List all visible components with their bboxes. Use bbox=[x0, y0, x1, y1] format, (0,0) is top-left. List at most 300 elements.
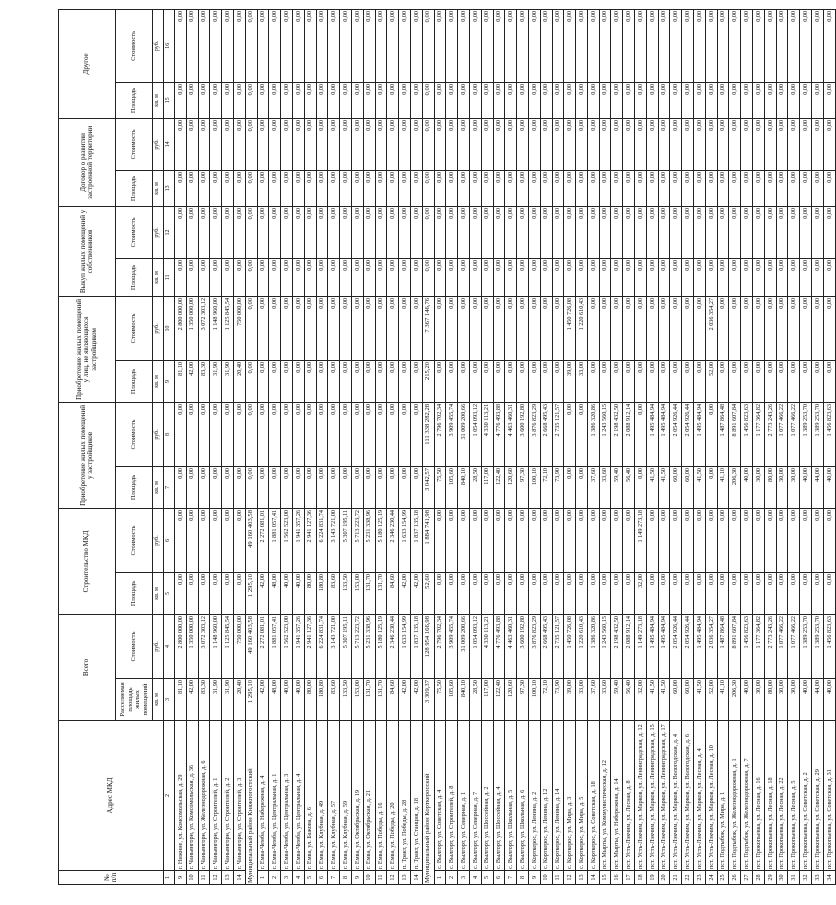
row-value: 0,00 bbox=[222, 572, 234, 614]
row-number: 34 bbox=[823, 871, 835, 885]
row-value: 0,00 bbox=[623, 9, 635, 82]
row-number: 7 bbox=[328, 871, 340, 885]
row-value: 0,00 bbox=[764, 296, 776, 360]
row-value: 0,00 bbox=[481, 508, 493, 572]
section-total-cell: 1 884 741,98 bbox=[422, 508, 434, 572]
subheader-cost: Стоимость bbox=[116, 402, 153, 466]
section-total-cell: 0,00 bbox=[245, 9, 257, 82]
table-row bbox=[694, 9, 706, 884]
row-value: 0,00 bbox=[823, 360, 835, 402]
row-value: 0,00 bbox=[269, 9, 281, 82]
row-value: 42,00 bbox=[186, 360, 198, 402]
row-value: 0,00 bbox=[233, 9, 245, 82]
row-value: 0,00 bbox=[682, 572, 694, 614]
unit-rub: руб. bbox=[153, 206, 164, 258]
row-value: 1 941 357,26 bbox=[292, 614, 304, 678]
subheader-cost: Стоимость bbox=[116, 118, 153, 170]
row-value: 0,00 bbox=[540, 118, 552, 170]
row-value: 0,00 bbox=[186, 572, 198, 614]
row-value: 0,00 bbox=[257, 170, 269, 206]
row-value: 0,00 bbox=[658, 82, 670, 118]
section-total-cell: 0,00 bbox=[422, 9, 434, 82]
row-address: пст. Прокопьевка, ул. Советская, д. 31 bbox=[823, 721, 835, 871]
row-value: 97,30 bbox=[517, 679, 529, 721]
row-value: 40,00 bbox=[741, 466, 753, 508]
row-value: 0,00 bbox=[292, 402, 304, 466]
row-value: 52,00 bbox=[705, 679, 717, 721]
header-construction: Строительство МКД bbox=[59, 508, 116, 614]
row-value: 0,00 bbox=[753, 82, 765, 118]
row-value: 0,00 bbox=[175, 170, 187, 206]
row-value: 0,00 bbox=[281, 402, 293, 466]
row-number: 1 bbox=[434, 871, 446, 885]
table-row bbox=[269, 9, 281, 884]
row-value: 0,00 bbox=[446, 82, 458, 118]
row-value: 0,00 bbox=[281, 82, 293, 118]
row-value: 180,80 bbox=[316, 572, 328, 614]
column-number: 3 bbox=[164, 679, 175, 721]
row-value: 0,00 bbox=[210, 508, 222, 572]
row-value: 1 837 135,18 bbox=[410, 508, 422, 572]
row-value: 41,10 bbox=[717, 466, 729, 508]
row-value: 0,00 bbox=[481, 296, 493, 360]
row-value: 97,30 bbox=[517, 466, 529, 508]
row-value: 42,00 bbox=[257, 572, 269, 614]
row-value: 0,00 bbox=[186, 508, 198, 572]
table-row bbox=[812, 9, 824, 884]
row-value: 59,40 bbox=[611, 466, 623, 508]
row-value: 0,00 bbox=[210, 466, 222, 508]
row-value: 2 346 230,44 bbox=[387, 614, 399, 678]
row-value: 0,00 bbox=[729, 82, 741, 118]
row-value: 0,00 bbox=[587, 9, 599, 82]
row-value: 0,00 bbox=[717, 258, 729, 296]
row-value: 0,00 bbox=[304, 258, 316, 296]
unit-m2: кв. м bbox=[153, 170, 164, 206]
row-value: 0,00 bbox=[351, 258, 363, 296]
row-value: 0,00 bbox=[658, 206, 670, 258]
table-row bbox=[469, 9, 481, 884]
row-value: 0,00 bbox=[481, 258, 493, 296]
table-row bbox=[658, 9, 670, 884]
row-value: 0,00 bbox=[481, 9, 493, 82]
row-value: 1 054 093,12 bbox=[469, 614, 481, 678]
row-value: 31,90 bbox=[222, 679, 234, 721]
subheader-area: Площадь bbox=[116, 258, 153, 296]
row-value: 1 837 135,18 bbox=[410, 614, 422, 678]
row-value: 131,70 bbox=[363, 572, 375, 614]
row-number: 7 bbox=[505, 871, 517, 885]
table-row bbox=[705, 9, 717, 884]
row-value: 0,00 bbox=[623, 508, 635, 572]
row-value: 0,00 bbox=[729, 508, 741, 572]
row-value: 5 307 195,11 bbox=[340, 614, 352, 678]
row-value: 1 125 845,54 bbox=[222, 296, 234, 360]
row-number: 8 bbox=[517, 871, 529, 885]
row-value: 0,00 bbox=[363, 170, 375, 206]
row-address: г. Емва, ул. Клубная, д. 49 bbox=[316, 721, 328, 871]
row-value: 1 495 484,94 bbox=[694, 402, 706, 466]
row-value: 0,00 bbox=[788, 170, 800, 206]
row-value: 4 463 460,31 bbox=[505, 614, 517, 678]
row-value: 0,00 bbox=[623, 258, 635, 296]
table-row bbox=[493, 9, 505, 884]
row-value: 0,00 bbox=[257, 360, 269, 402]
row-address: г. Чаньянгорн, ул. Комсомольская, д. 36 bbox=[186, 721, 198, 871]
row-value: 0,00 bbox=[741, 360, 753, 402]
row-value: 0,00 bbox=[611, 170, 623, 206]
row-value: 83,30 bbox=[198, 360, 210, 402]
header-development-contract: Договор о развитии застроенной территории bbox=[59, 118, 116, 206]
row-value: 0,00 bbox=[292, 466, 304, 508]
table-row bbox=[599, 9, 611, 884]
row-value: 1 149 273,18 bbox=[635, 614, 647, 678]
row-value: 0,00 bbox=[363, 9, 375, 82]
row-value: 0,00 bbox=[505, 508, 517, 572]
row-value: 0,00 bbox=[210, 402, 222, 466]
row-value: 0,00 bbox=[528, 9, 540, 82]
row-value: 0,00 bbox=[304, 170, 316, 206]
row-value: 0,00 bbox=[269, 118, 281, 170]
row-value: 131,70 bbox=[375, 679, 387, 721]
row-value: 0,00 bbox=[717, 170, 729, 206]
row-value: 0,00 bbox=[694, 9, 706, 82]
row-address: г. Емва, ул. Клубная, д. 59 bbox=[340, 721, 352, 871]
row-value: 0,00 bbox=[717, 572, 729, 614]
row-value: 0,00 bbox=[399, 9, 411, 82]
row-value: 1 456 823,63 bbox=[741, 614, 753, 678]
row-value: 0,00 bbox=[493, 170, 505, 206]
row-value: 0,00 bbox=[281, 118, 293, 170]
row-value: 41,50 bbox=[658, 679, 670, 721]
row-value: 131,70 bbox=[375, 572, 387, 614]
row-value: 0,00 bbox=[304, 466, 316, 508]
table-row bbox=[375, 9, 387, 884]
row-value: 0,00 bbox=[281, 206, 293, 258]
row-value: 0,00 bbox=[222, 82, 234, 118]
table-row bbox=[800, 9, 812, 884]
row-value: 0,00 bbox=[587, 296, 599, 360]
row-value: 0,00 bbox=[812, 572, 824, 614]
row-value: 0,00 bbox=[210, 206, 222, 258]
row-value: 0,00 bbox=[812, 118, 824, 170]
section-total-cell: 0,00 bbox=[245, 402, 257, 466]
row-value: 73,90 bbox=[552, 466, 564, 508]
row-value: 0,00 bbox=[800, 206, 812, 258]
section-total-cell: 111 338 282,28 bbox=[422, 402, 434, 466]
row-value: 0,00 bbox=[517, 170, 529, 206]
row-value: 0,00 bbox=[528, 206, 540, 258]
column-number: 8 bbox=[164, 402, 175, 466]
row-value: 0,00 bbox=[446, 258, 458, 296]
row-value: 133,50 bbox=[340, 679, 352, 721]
table-row bbox=[576, 9, 588, 884]
row-value: 0,00 bbox=[292, 118, 304, 170]
row-address: г. Емва-Чемба, ул. Набережная, д. 4 bbox=[257, 721, 269, 871]
row-value: 0,00 bbox=[186, 118, 198, 170]
row-value: 0,00 bbox=[741, 82, 753, 118]
table-row bbox=[328, 9, 340, 884]
row-value: 0,00 bbox=[646, 258, 658, 296]
table-row bbox=[682, 9, 694, 884]
row-value: 0,00 bbox=[528, 508, 540, 572]
unit-m2: кв. м bbox=[153, 466, 164, 508]
row-value: 0,00 bbox=[576, 206, 588, 258]
table-row bbox=[434, 9, 446, 884]
row-value: 0,00 bbox=[175, 402, 187, 466]
row-value: 30,00 bbox=[753, 466, 765, 508]
row-value: 40,00 bbox=[823, 466, 835, 508]
row-value: 0,00 bbox=[316, 360, 328, 402]
row-number: 30 bbox=[776, 871, 788, 885]
row-value: 0,00 bbox=[210, 82, 222, 118]
row-value: 0,00 bbox=[375, 206, 387, 258]
unit-rub: руб. bbox=[153, 9, 164, 82]
row-value: 0,00 bbox=[705, 402, 717, 466]
row-value: 0,00 bbox=[316, 402, 328, 466]
row-value: 180,80 bbox=[316, 679, 328, 721]
row-value: 0,00 bbox=[741, 118, 753, 170]
row-value: 44,00 bbox=[812, 466, 824, 508]
table-row bbox=[175, 9, 187, 884]
row-address: п. Тракт, ул. Станция, д. 18 bbox=[410, 721, 422, 871]
row-value: 1 077 466,22 bbox=[788, 402, 800, 466]
table-row bbox=[587, 9, 599, 884]
section-total-cell: 3 309,37 bbox=[422, 679, 434, 721]
row-value: 0,00 bbox=[776, 508, 788, 572]
row-value: 0,00 bbox=[658, 360, 670, 402]
row-value: 0,00 bbox=[635, 118, 647, 170]
row-value: 0,00 bbox=[410, 402, 422, 466]
row-value: 2 036 354,27 bbox=[705, 614, 717, 678]
row-value: 0,00 bbox=[304, 82, 316, 118]
row-value: 0,00 bbox=[576, 258, 588, 296]
row-value: 0,00 bbox=[776, 258, 788, 296]
table-row bbox=[764, 9, 776, 884]
row-value: 2 800 000,00 bbox=[175, 296, 187, 360]
row-number: 12 bbox=[387, 871, 399, 885]
row-value: 0,00 bbox=[328, 206, 340, 258]
row-value: 0,00 bbox=[576, 9, 588, 82]
row-value: 0,00 bbox=[646, 9, 658, 82]
row-value: 1 633 154,99 bbox=[399, 508, 411, 572]
row-value: 840,10 bbox=[458, 679, 470, 721]
row-value: 0,00 bbox=[552, 118, 564, 170]
row-value: 0,00 bbox=[517, 572, 529, 614]
row-address: г. Емва, ул. Бажова, д. 6 bbox=[304, 721, 316, 871]
row-value: 0,00 bbox=[198, 466, 210, 508]
row-number: 4 bbox=[469, 871, 481, 885]
table-row bbox=[446, 9, 458, 884]
row-value: 5 713 223,72 bbox=[351, 508, 363, 572]
row-value: 0,00 bbox=[540, 206, 552, 258]
row-address: г. Емва, ул. Победы, д. 16 bbox=[375, 721, 387, 871]
section-total-cell: 0,00 bbox=[245, 258, 257, 296]
row-value: 0,00 bbox=[623, 118, 635, 170]
column-number: 15 bbox=[164, 82, 175, 118]
row-value: 0,00 bbox=[375, 118, 387, 170]
row-value: 0,00 bbox=[705, 466, 717, 508]
row-value: 0,00 bbox=[481, 206, 493, 258]
row-value: 0,00 bbox=[351, 118, 363, 170]
unit-rub: руб. bbox=[153, 508, 164, 572]
row-value: 0,00 bbox=[469, 258, 481, 296]
row-number: 23 bbox=[694, 871, 706, 885]
row-value: 0,00 bbox=[281, 258, 293, 296]
row-value: 0,00 bbox=[469, 9, 481, 82]
row-value: 0,00 bbox=[540, 9, 552, 82]
row-value: 5 231 338,96 bbox=[363, 508, 375, 572]
row-number: 14 bbox=[587, 871, 599, 885]
row-value: 0,00 bbox=[741, 572, 753, 614]
row-value: 0,00 bbox=[788, 296, 800, 360]
row-value: 0,00 bbox=[812, 258, 824, 296]
row-value: 0,00 bbox=[505, 170, 517, 206]
row-value: 1 389 253,70 bbox=[812, 614, 824, 678]
row-address: пст. Усть-Лэкчим, ул. Марков, ул. Лесная, д. 4 bbox=[694, 721, 706, 871]
row-value: 2 773 243,26 bbox=[764, 402, 776, 466]
table-row bbox=[646, 9, 658, 884]
column-number: 4 bbox=[164, 614, 175, 678]
row-value: 0,00 bbox=[375, 170, 387, 206]
unit-rub: руб. bbox=[153, 402, 164, 466]
row-value: 3 600 192,80 bbox=[517, 402, 529, 466]
row-value: 0,00 bbox=[446, 118, 458, 170]
row-value: 0,00 bbox=[316, 9, 328, 82]
row-value: 0,00 bbox=[222, 9, 234, 82]
row-address: г. Емва, ул. Клубная, д. 57 bbox=[328, 721, 340, 871]
row-value: 0,00 bbox=[764, 572, 776, 614]
row-value: 0,00 bbox=[340, 170, 352, 206]
row-address: г. Чаньянгорн, ул. Железнодорожная, д. 6 bbox=[198, 721, 210, 871]
row-value: 1 243 560,15 bbox=[599, 402, 611, 466]
row-value: 0,00 bbox=[186, 206, 198, 258]
row-number: 9 bbox=[351, 871, 363, 885]
row-value: 42,00 bbox=[186, 679, 198, 721]
row-value: 0,00 bbox=[493, 258, 505, 296]
column-number: 9 bbox=[164, 360, 175, 402]
column-number: 10 bbox=[164, 296, 175, 360]
row-address: г. Емва-Чемба, ул. Центральная, д. 3 bbox=[281, 721, 293, 871]
row-value: 80,00 bbox=[764, 679, 776, 721]
row-value: 2 088 912,14 bbox=[623, 614, 635, 678]
row-value: 0,00 bbox=[434, 572, 446, 614]
row-value: 3 072 303,12 bbox=[198, 296, 210, 360]
row-value: 0,00 bbox=[635, 258, 647, 296]
row-address: пст. Усть-Лэкчим, ул. Марков, ул. Ленинградская, д. 17 bbox=[658, 721, 670, 871]
row-value: 0,00 bbox=[458, 118, 470, 170]
section-title: Муниципальный район Княжпогостский bbox=[245, 721, 257, 885]
table-row bbox=[340, 9, 352, 884]
section-total-row bbox=[422, 9, 434, 884]
row-value: 0,00 bbox=[788, 206, 800, 258]
row-value: 0,00 bbox=[753, 9, 765, 82]
row-value: 4 776 493,88 bbox=[493, 614, 505, 678]
row-value: 0,00 bbox=[800, 508, 812, 572]
row-value: 31 009 200,66 bbox=[458, 614, 470, 678]
row-value: 0,00 bbox=[175, 82, 187, 118]
row-address: с. Вылгорт, ул. Школьная, д. 5 bbox=[505, 721, 517, 871]
row-value: 83,60 bbox=[328, 572, 340, 614]
row-value: 44,00 bbox=[812, 679, 824, 721]
row-value: 0,00 bbox=[729, 296, 741, 360]
row-value: 52,00 bbox=[705, 360, 717, 402]
row-value: 0,00 bbox=[363, 360, 375, 402]
document-page bbox=[58, 10, 833, 885]
row-value: 0,00 bbox=[587, 118, 599, 170]
row-value: 0,00 bbox=[481, 360, 493, 402]
row-value: 0,00 bbox=[741, 206, 753, 258]
row-value: 1 495 484,94 bbox=[646, 402, 658, 466]
row-value: 0,00 bbox=[646, 82, 658, 118]
row-value: 0,00 bbox=[635, 466, 647, 508]
row-value: 206,30 bbox=[729, 679, 741, 721]
row-value: 0,00 bbox=[599, 170, 611, 206]
rotated-table-sheet bbox=[58, 10, 833, 885]
row-value: 0,00 bbox=[823, 170, 835, 206]
row-value: 0,00 bbox=[694, 82, 706, 118]
row-value: 0,00 bbox=[788, 258, 800, 296]
row-value: 0,00 bbox=[493, 9, 505, 82]
row-value: 30,00 bbox=[788, 466, 800, 508]
row-value: 0,00 bbox=[505, 360, 517, 402]
row-value: 3 600 192,80 bbox=[517, 614, 529, 678]
row-value: 1 633 154,99 bbox=[399, 614, 411, 678]
row-value: 0,00 bbox=[646, 206, 658, 258]
row-value: 0,00 bbox=[434, 206, 446, 258]
table-row bbox=[552, 9, 564, 884]
row-value: 0,00 bbox=[469, 206, 481, 258]
row-value: 0,00 bbox=[717, 82, 729, 118]
row-value: 3 909 455,74 bbox=[446, 614, 458, 678]
row-value: 33,60 bbox=[599, 679, 611, 721]
row-value: 0,00 bbox=[505, 82, 517, 118]
table-row bbox=[458, 9, 470, 884]
row-value: 0,00 bbox=[257, 258, 269, 296]
row-value: 0,00 bbox=[222, 508, 234, 572]
row-value: 0,00 bbox=[540, 508, 552, 572]
row-value: 75,50 bbox=[434, 466, 446, 508]
row-value: 0,00 bbox=[823, 82, 835, 118]
row-value: 4 330 113,21 bbox=[481, 614, 493, 678]
row-value: 0,00 bbox=[387, 206, 399, 258]
section-total-cell: 128 954 166,98 bbox=[422, 614, 434, 678]
subheader-cost: Стоимость bbox=[116, 508, 153, 572]
row-value: 0,00 bbox=[281, 466, 293, 508]
row-value: 4 776 493,88 bbox=[493, 402, 505, 466]
row-value: 0,00 bbox=[788, 9, 800, 82]
row-value: 0,00 bbox=[694, 572, 706, 614]
subheader-area: Площадь bbox=[116, 572, 153, 614]
row-value: 72,10 bbox=[540, 466, 552, 508]
row-value: 0,00 bbox=[269, 402, 281, 466]
row-value: 0,00 bbox=[564, 206, 576, 258]
section-total-cell: 215,20 bbox=[422, 360, 434, 402]
row-value: 0,00 bbox=[658, 508, 670, 572]
row-value: 5 713 223,72 bbox=[351, 614, 363, 678]
row-number: 33 bbox=[812, 871, 824, 885]
row-number: 31 bbox=[788, 871, 800, 885]
row-value: 0,00 bbox=[599, 258, 611, 296]
row-number: 24 bbox=[705, 871, 717, 885]
row-value: 0,00 bbox=[210, 9, 222, 82]
row-value: 60,00 bbox=[670, 679, 682, 721]
row-value: 4 330 113,21 bbox=[481, 402, 493, 466]
row-value: 40,00 bbox=[292, 572, 304, 614]
row-value: 0,00 bbox=[517, 118, 529, 170]
row-value: 20,40 bbox=[233, 360, 245, 402]
row-address: пст. Мырты, ул. Коммунистическая, д. 12 bbox=[599, 721, 611, 871]
